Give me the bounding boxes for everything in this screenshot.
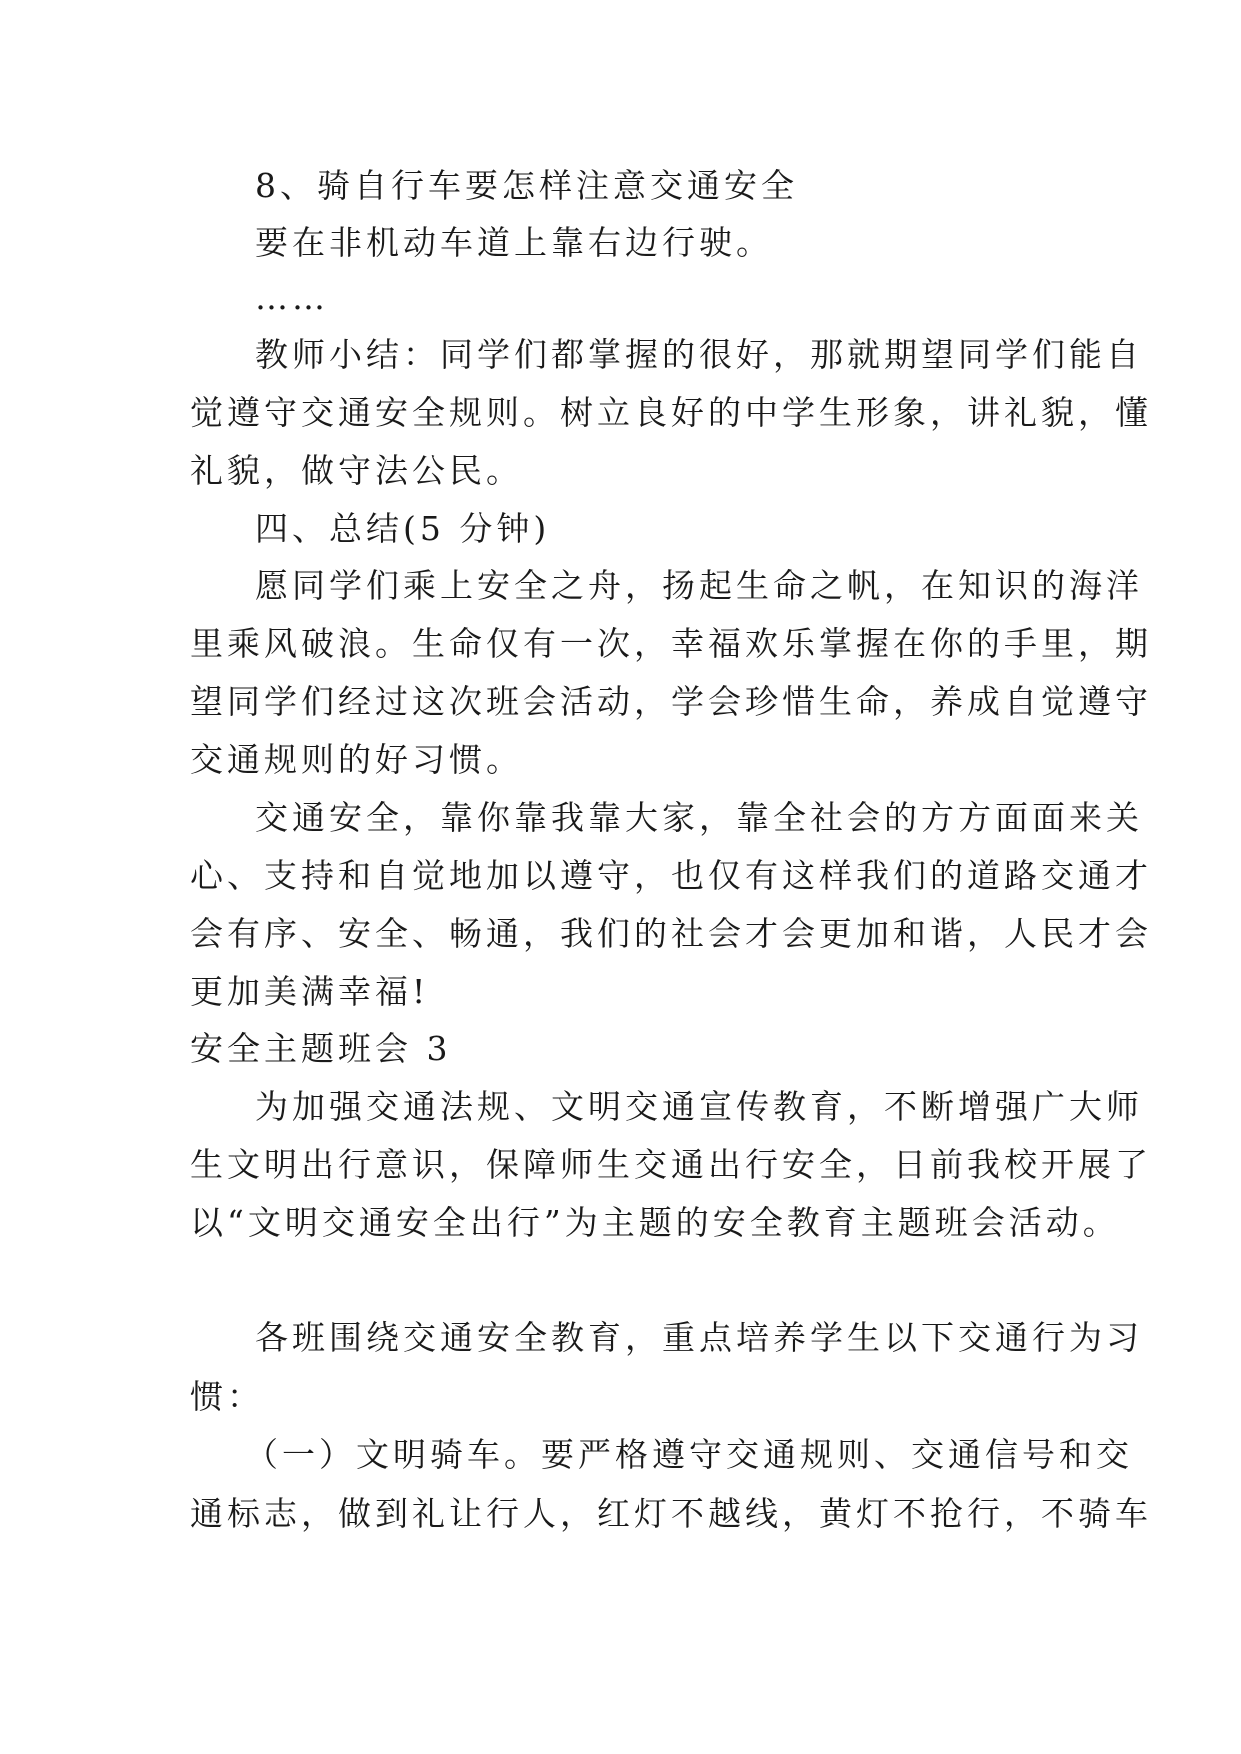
text-line: 交通规则的好习惯。 [190,740,523,779]
text-line: 心、支持和自觉地加以遵守，也仅有这样我们的道路交通才 [190,856,1152,895]
text-line: …… [255,278,329,317]
text-line: 要在非机动车道上靠右边行驶。 [255,223,773,262]
text-line: 通标志，做到礼让行人，红灯不越线，黄灯不抢行，不骑车 [190,1494,1152,1533]
text-line: 惯： [190,1377,264,1416]
text-line: （一）文明骑车。要严格遵守交通规则、交通信号和交 [245,1435,1133,1474]
text-line: 望同学们经过这次班会活动，学会珍惜生命，养成自觉遵守 [190,682,1152,721]
text-line: 觉遵守交通安全规则。树立良好的中学生形象，讲礼貌，懂 [190,393,1152,432]
text-line: 里乘风破浪。生命仅有一次，幸福欢乐掌握在你的手里，期 [190,624,1152,663]
text-line: 生文明出行意识，保障师生交通出行安全，日前我校开展了 [190,1145,1152,1184]
text-line: 更加美满幸福! [190,972,430,1011]
text-line: 各班围绕交通安全教育，重点培养学生以下交通行为习 [255,1318,1143,1357]
text-line: 交通安全，靠你靠我靠大家，靠全社会的方方面面来关 [255,798,1143,837]
text-line: 8、骑自行车要怎样注意交通安全 [255,166,798,205]
text-line: 愿同学们乘上安全之舟，扬起生命之帆，在知识的海洋 [255,566,1143,605]
text-line: 教师小结：同学们都掌握的很好，那就期望同学们能自 [255,335,1143,374]
section-heading: 四、总结(5 分钟) [255,509,551,548]
text-line: 礼貌，做守法公民。 [190,451,523,490]
text-line: 以“文明交通安全出行”为主题的安全教育主题班会活动。 [190,1203,1120,1242]
text-line: 为加强交通法规、文明交通宣传教育，不断增强广大师 [255,1087,1143,1126]
document-heading: 安全主题班会 3 [190,1029,452,1068]
text-line: 会有序、安全、畅通，我们的社会才会更加和谐，人民才会 [190,914,1152,953]
